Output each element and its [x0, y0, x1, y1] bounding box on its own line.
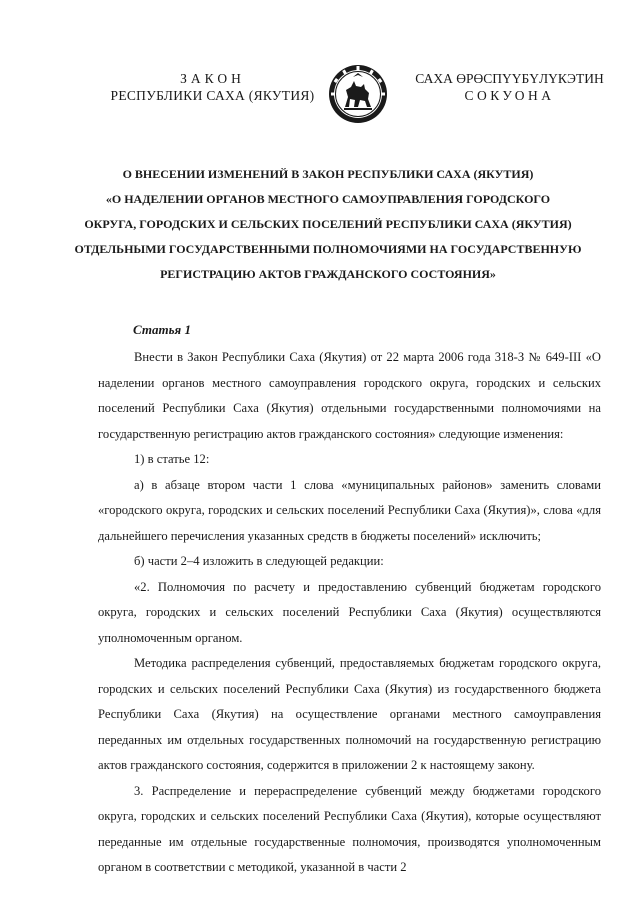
paragraph: а) в абзаце втором части 1 слова «муниципальных районов» заменить словами «городского округа, городских и сельских поселений Республики Саха (Якутия)», слова «для дальнейшего перечисления указанных средств в бюджеты поселений» исключить; — [98, 477, 601, 543]
title-line: О ВНЕСЕНИИ ИЗМЕНЕНИЙ В ЗАКОН РЕСПУБЛИКИ САХА (ЯКУТИЯ) — [122, 167, 534, 181]
paragraph: 3. Распределение и перераспределение субвенций между бюджетами городского округа, городских и сельских поселений Республики Саха (Якутия), которые осуществляют переданные им отдельные государственные полномочия, производятся уполномоченным органом в соответствии с методикой, указанной в части 2 — [98, 783, 601, 874]
paragraph: «2. Полномочия по расчету и предоставлению субвенций бюджетам городского округа, городских и сельских поселений Республики Саха (Якутия) осуществляются уполномоченным органом. — [98, 579, 601, 645]
title-line: ОТДЕЛЬНЫМИ ГОСУДАРСТВЕННЫМИ ПОЛНОМОЧИЯМИ НА ГОСУДАРСТВЕННУЮ — [74, 242, 582, 256]
title-line: РЕГИСТРАЦИЮ АКТОВ ГРАЖДАНСКОГО СОСТОЯНИЯ» — [160, 267, 496, 281]
paragraph: Внести в Закон Республики Саха (Якутия) от 22 марта 2006 года 318-З № 649-III «О наделении органов местного самоуправления городского округа, городских и сельских поселений Республики Саха (Якутия) отдельными государственными полномочиями на государственную регистрацию актов гражданского состояния» следующие изменения: — [98, 350, 601, 441]
law-label-sakha: СОКУОНА — [464, 88, 555, 103]
header-right — [402, 70, 617, 104]
paragraph: 1) в статье 12: — [134, 452, 210, 466]
document-body — [98, 345, 601, 881]
article-heading: Статья 1 — [133, 322, 191, 337]
title-line: ОКРУГА, ГОРОДСКИХ И СЕЛЬСКИХ ПОСЕЛЕНИЙ РЕСПУБЛИКИ САХА (ЯКУТИЯ) — [84, 217, 572, 231]
republic-name-ru: РЕСПУБЛИКИ САХА (ЯКУТИЯ) — [110, 88, 315, 103]
paragraph: Методика распределения субвенций, предоставляемых бюджетам городского округа, городских и сельских поселений Республики Саха (Якутия) из государственного бюджета Республики Саха (Якутия) на осуществление органами местного самоуправления переданных им отдельных государственных полномочий на государственную регистрацию актов гражданского состояния, содержится в приложении 2 к настоящему закону. — [98, 656, 601, 772]
header-left — [105, 70, 320, 104]
title-line: «О НАДЕЛЕНИИ ОРГАНОВ МЕСТНОГО САМОУПРАВЛЕНИЯ ГОРОДСКОГО — [105, 192, 551, 206]
republic-name-sakha: САХА ӨРӨСПҮҮБҮЛҮКЭТИН — [415, 71, 604, 86]
sakha-coat-of-arms-icon — [327, 63, 389, 125]
document-title — [70, 162, 586, 287]
law-label: ЗАКОН — [180, 71, 245, 86]
paragraph: б) части 2–4 изложить в следующей редакции: — [134, 554, 384, 568]
